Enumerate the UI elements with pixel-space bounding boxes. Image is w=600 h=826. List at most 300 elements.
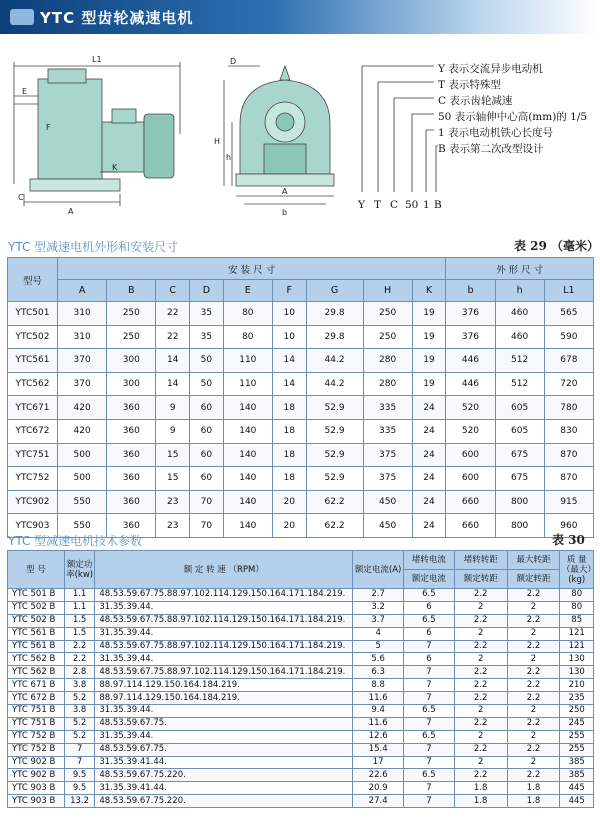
model-cell: YTC501 [8,302,58,326]
value-cell: 235 [560,692,594,705]
value-cell: 12.6 [353,730,404,743]
value-cell: 675 [495,443,544,467]
value-cell: 18 [272,396,306,420]
table-row [8,443,594,467]
col-header: H [363,280,412,302]
value-cell: 2.2 [454,640,507,653]
value-cell: 19 [412,325,446,349]
value-cell: 210 [560,679,594,692]
value-cell: 2.2 [507,717,560,730]
value-cell: 250 [363,325,412,349]
value-cell: 335 [363,419,412,443]
value-cell: 7 [404,692,455,705]
table-row [8,467,594,491]
value-cell: 5.2 [64,692,94,705]
table-row [8,666,594,679]
value-cell: 130 [560,666,594,679]
value-cell: 14 [156,349,190,373]
code-letter-c: C [390,199,399,211]
table-row [8,679,594,692]
value-cell: 15 [156,443,190,467]
value-cell: 7 [64,756,94,769]
table-row [8,302,594,326]
value-cell: 590 [544,325,593,349]
value-cell: 22 [156,325,190,349]
value-cell: 660 [446,490,495,514]
value-cell: 2.2 [507,769,560,782]
value-cell: 280 [363,349,412,373]
value-cell: 360 [107,419,156,443]
value-cell: 660 [446,514,495,538]
value-cell: 7 [404,795,455,808]
value-cell: 5.2 [64,730,94,743]
value-cell: 780 [544,396,593,420]
value-cell: 2.2 [507,640,560,653]
col-header: h [495,280,544,302]
model-cell: YTC 672 B [8,692,65,705]
speed-cell: 48.53.59.67.75.88.97.102.114.129.150.164.171.184.219. [95,666,353,679]
value-cell: 565 [544,302,593,326]
value-cell: 520 [446,396,495,420]
value-cell: 9 [156,419,190,443]
value-cell: 24 [412,396,446,420]
table-row [8,743,594,756]
speed-cell: 88.97.114.129.150.164.184.219. [95,692,353,705]
value-cell: 2 [507,601,560,614]
value-cell: 450 [363,490,412,514]
value-cell: 245 [560,717,594,730]
value-cell: 20 [272,490,306,514]
model-cell: YTC902 [8,490,58,514]
model-cell: YTC 752 B [8,730,65,743]
value-cell: 50 [190,349,224,373]
value-cell: 375 [363,443,412,467]
value-cell: 29.8 [306,302,363,326]
table-row [8,795,594,808]
value-cell: 9.5 [64,782,94,795]
column-header-row [8,280,594,302]
code-letter-1: 1 [423,199,430,211]
value-cell: 22.6 [353,769,404,782]
col-locked-current-header: 堵转电流 [404,551,455,570]
value-cell: 2 [454,627,507,640]
value-cell: 18 [272,419,306,443]
value-cell: 360 [107,443,156,467]
value-cell: 6 [404,653,455,666]
value-cell: 52.9 [306,396,363,420]
value-cell: 1.8 [454,795,507,808]
value-cell: 960 [544,514,593,538]
col-header: D [190,280,224,302]
value-cell: 360 [107,490,156,514]
value-cell: 52.9 [306,467,363,491]
model-cell: YTC 751 B [8,717,65,730]
value-cell: 18 [272,443,306,467]
legend-item-b: B 表示第二次改型设计 [438,143,544,155]
value-cell: 70 [190,490,224,514]
col-header: G [306,280,363,302]
speed-cell: 48.53.59.67.75.220. [95,795,353,808]
model-cell: YTC751 [8,443,58,467]
dimensions-table [7,257,594,538]
table-row [8,730,594,743]
value-cell: 870 [544,467,593,491]
sub-rated-torque-header-2: 额定转距 [507,570,560,589]
model-cell: YTC 561 B [8,627,65,640]
model-cell: YTC 502 B [8,614,65,627]
value-cell: 85 [560,614,594,627]
value-cell: 50 [190,372,224,396]
speed-cell: 48.53.59.67.75. [95,717,353,730]
value-cell: 6.5 [404,614,455,627]
value-cell: 2 [507,653,560,666]
col-current-header: 额定电流(A) [353,551,404,589]
value-cell: 62.2 [306,490,363,514]
value-cell: 7 [404,756,455,769]
value-cell: 446 [446,349,495,373]
dim-a-front-label: A [282,187,288,196]
value-cell: 2.2 [454,769,507,782]
value-cell: 6.5 [404,589,455,602]
speed-cell: 31.35.39.44. [95,601,353,614]
value-cell: 19 [412,302,446,326]
value-cell: 512 [495,372,544,396]
value-cell: 6.3 [353,666,404,679]
value-cell: 300 [107,372,156,396]
model-cell: YTC 562 B [8,653,65,666]
speed-cell: 31.35.39.44. [95,653,353,666]
value-cell: 2.2 [454,679,507,692]
value-cell: 250 [560,705,594,718]
table-row [8,653,594,666]
model-cell: YTC561 [8,349,58,373]
value-cell: 550 [58,514,107,538]
value-cell: 20.9 [353,782,404,795]
value-cell: 80 [223,325,272,349]
value-cell: 2.2 [507,666,560,679]
col-locked-torque-header: 堵转转距 [454,551,507,570]
value-cell: 1.5 [64,627,94,640]
value-cell: 3.8 [64,705,94,718]
col-model-header: 型号 [8,258,58,302]
value-cell: 2.7 [353,589,404,602]
value-cell: 24 [412,514,446,538]
table-row [8,640,594,653]
value-cell: 385 [560,769,594,782]
value-cell: 2 [507,627,560,640]
value-cell: 23 [156,490,190,514]
value-cell: 830 [544,419,593,443]
speed-cell: 48.53.59.67.75.88.97.102.114.129.150.164.171.184.219. [95,640,353,653]
value-cell: 140 [223,514,272,538]
value-cell: 2.2 [454,743,507,756]
dim-h-label: H [214,137,221,146]
value-cell: 3.2 [353,601,404,614]
side-view-drawing [14,62,180,206]
table30-section-title: YTC 型减速电机技术参数 [8,534,143,548]
value-cell: 2 [507,705,560,718]
value-cell: 22 [156,302,190,326]
value-cell: 15 [156,467,190,491]
value-cell: 6 [404,601,455,614]
value-cell: 2 [454,730,507,743]
col-speed-header: 额 定 转 速 （RPM） [95,551,353,589]
value-cell: 2.2 [454,692,507,705]
value-cell: 9.5 [64,769,94,782]
model-cell: YTC 561 B [8,640,65,653]
col-header: L1 [544,280,593,302]
value-cell: 446 [446,372,495,396]
value-cell: 130 [560,653,594,666]
model-cell: YTC502 [8,325,58,349]
value-cell: 2.2 [507,743,560,756]
sub-rated-current-header: 额定电流 [404,570,455,589]
value-cell: 110 [223,372,272,396]
value-cell: 11.6 [353,717,404,730]
value-cell: 24 [412,490,446,514]
install-dims-header: 安 装 尺 寸 [58,258,446,280]
value-cell: 1.8 [454,782,507,795]
value-cell: 17 [353,756,404,769]
table-row [8,614,594,627]
dim-h-small-label: h [226,153,232,162]
value-cell: 6.5 [404,730,455,743]
model-cell: YTC 671 B [8,679,65,692]
value-cell: 5.6 [353,653,404,666]
model-code-legend [350,52,600,217]
col-header: F [272,280,306,302]
value-cell: 60 [190,396,224,420]
value-cell: 375 [363,467,412,491]
value-cell: 300 [107,349,156,373]
table-row [8,717,594,730]
value-cell: 376 [446,302,495,326]
front-view-drawing [224,66,334,204]
value-cell: 6 [404,627,455,640]
value-cell: 376 [446,325,495,349]
title-bar [0,0,600,34]
dim-b-label: b [282,208,288,217]
value-cell: 550 [58,490,107,514]
value-cell: 2.8 [64,666,94,679]
value-cell: 360 [107,467,156,491]
table30-label: 表 30 [552,533,585,547]
value-cell: 13.2 [64,795,94,808]
speed-cell: 48.53.59.67.75.220. [95,769,353,782]
value-cell: 2 [507,756,560,769]
value-cell: 6.5 [404,705,455,718]
speed-cell: 31.35.39.44. [95,705,353,718]
table-row [8,692,594,705]
value-cell: 44.2 [306,372,363,396]
value-cell: 62.2 [306,514,363,538]
col-header: C [156,280,190,302]
sub-rated-torque-header: 额定转距 [454,570,507,589]
legend-item-50: 50 表示轴伸中心高(mm)的 1/5 [438,111,588,123]
value-cell: 870 [544,443,593,467]
model-cell: YTC 902 B [8,769,65,782]
value-cell: 5.2 [64,717,94,730]
dim-l1-label: L1 [92,55,102,64]
value-cell: 140 [223,396,272,420]
dim-c-label: C [18,193,24,202]
value-cell: 140 [223,443,272,467]
table-row [8,396,594,420]
value-cell: 11.6 [353,692,404,705]
value-cell: 10 [272,325,306,349]
value-cell: 1.8 [507,795,560,808]
value-cell: 2.2 [64,640,94,653]
table-row [8,627,594,640]
value-cell: 2.2 [64,653,94,666]
table29-section-title: YTC 型减速电机外形和安装尺寸 [8,240,179,254]
value-cell: 121 [560,627,594,640]
model-cell: YTC 902 B [8,756,65,769]
table-row [8,705,594,718]
value-cell: 23 [156,514,190,538]
value-cell: 370 [58,372,107,396]
value-cell: 2.2 [507,679,560,692]
value-cell: 140 [223,467,272,491]
model-cell: YTC 903 B [8,795,65,808]
value-cell: 7 [404,782,455,795]
col-max-torque-header: 最大转距 [507,551,560,570]
value-cell: 7 [404,666,455,679]
value-cell: 60 [190,443,224,467]
value-cell: 2.2 [454,614,507,627]
value-cell: 3.8 [64,679,94,692]
code-letter-t: T [374,199,382,211]
value-cell: 255 [560,743,594,756]
value-cell: 605 [495,396,544,420]
value-cell: 445 [560,782,594,795]
value-cell: 44.2 [306,349,363,373]
table-row [8,756,594,769]
value-cell: 2 [454,601,507,614]
speed-cell: 48.53.59.67.75.88.97.102.114.129.150.164.171.184.219. [95,614,353,627]
value-cell: 15.4 [353,743,404,756]
table-row [8,589,594,602]
tech-params-table-body [8,589,594,808]
value-cell: 80 [560,589,594,602]
col-header: A [58,280,107,302]
code-letter-y: Y [358,199,365,211]
value-cell: 19 [412,372,446,396]
value-cell: 800 [495,514,544,538]
speed-cell: 48.53.59.67.75. [95,743,353,756]
model-cell: YTC 751 B [8,705,65,718]
value-cell: 370 [58,349,107,373]
value-cell: 2 [507,730,560,743]
value-cell: 35 [190,302,224,326]
value-cell: 445 [560,795,594,808]
col-header: K [412,280,446,302]
legend-item-y: Y 表示交流异步电动机 [438,63,543,75]
value-cell: 2 [454,756,507,769]
dim-d-label: D [230,57,237,66]
table-row [8,349,594,373]
speed-cell: 48.53.59.67.75.88.97.102.114.129.150.164.171.184.219. [95,589,353,602]
table29-label: 表 29 （毫米） [514,239,600,253]
value-cell: 250 [107,325,156,349]
value-cell: 500 [58,467,107,491]
value-cell: 24 [412,419,446,443]
value-cell: 915 [544,490,593,514]
value-cell: 80 [560,601,594,614]
value-cell: 420 [58,419,107,443]
model-cell: YTC 752 B [8,743,65,756]
code-letter-50: 50 [405,199,419,211]
table-row [8,769,594,782]
value-cell: 800 [495,490,544,514]
value-cell: 14 [272,372,306,396]
dim-f-label: F [46,123,51,132]
value-cell: 3.7 [353,614,404,627]
speed-cell: 88.97.114.129.150.164.184.219. [95,679,353,692]
value-cell: 19 [412,349,446,373]
dim-e-label: E [22,87,28,96]
value-cell: 110 [223,349,272,373]
value-cell: 14 [156,372,190,396]
value-cell: 2.2 [454,666,507,679]
value-cell: 450 [363,514,412,538]
value-cell: 520 [446,419,495,443]
value-cell: 360 [107,514,156,538]
value-cell: 4 [353,627,404,640]
value-cell: 720 [544,372,593,396]
value-cell: 250 [107,302,156,326]
value-cell: 360 [107,396,156,420]
tech-params-table [7,550,594,808]
model-cell: YTC672 [8,419,58,443]
value-cell: 24 [412,443,446,467]
speed-cell: 31.35.39.41.44. [95,782,353,795]
col-header: E [223,280,272,302]
value-cell: 60 [190,419,224,443]
speed-cell: 31.35.39.41.44. [95,756,353,769]
value-cell: 9.4 [353,705,404,718]
value-cell: 52.9 [306,419,363,443]
table-row [8,372,594,396]
table-row [8,782,594,795]
value-cell: 52.9 [306,443,363,467]
value-cell: 14 [272,349,306,373]
value-cell: 121 [560,640,594,653]
value-cell: 250 [363,302,412,326]
value-cell: 280 [363,372,412,396]
title-logo-icon [10,9,34,25]
value-cell: 1.1 [64,589,94,602]
value-cell: 2 [454,705,507,718]
value-cell: 2 [454,653,507,666]
dim-k-label: K [112,163,118,172]
value-cell: 255 [560,730,594,743]
value-cell: 29.8 [306,325,363,349]
page-title: YTC 型齿轮减速电机 [40,9,194,27]
value-cell: 385 [560,756,594,769]
outline-dims-header: 外 形 尺 寸 [446,258,594,280]
value-cell: 7 [404,640,455,653]
value-cell: 20 [272,514,306,538]
speed-cell: 31.35.39.44. [95,730,353,743]
value-cell: 27.4 [353,795,404,808]
speed-cell: 31.35.39.44. [95,627,353,640]
value-cell: 2.2 [454,589,507,602]
value-cell: 9 [156,396,190,420]
code-letter-b: B [434,199,442,211]
value-cell: 1.8 [507,782,560,795]
value-cell: 310 [58,325,107,349]
